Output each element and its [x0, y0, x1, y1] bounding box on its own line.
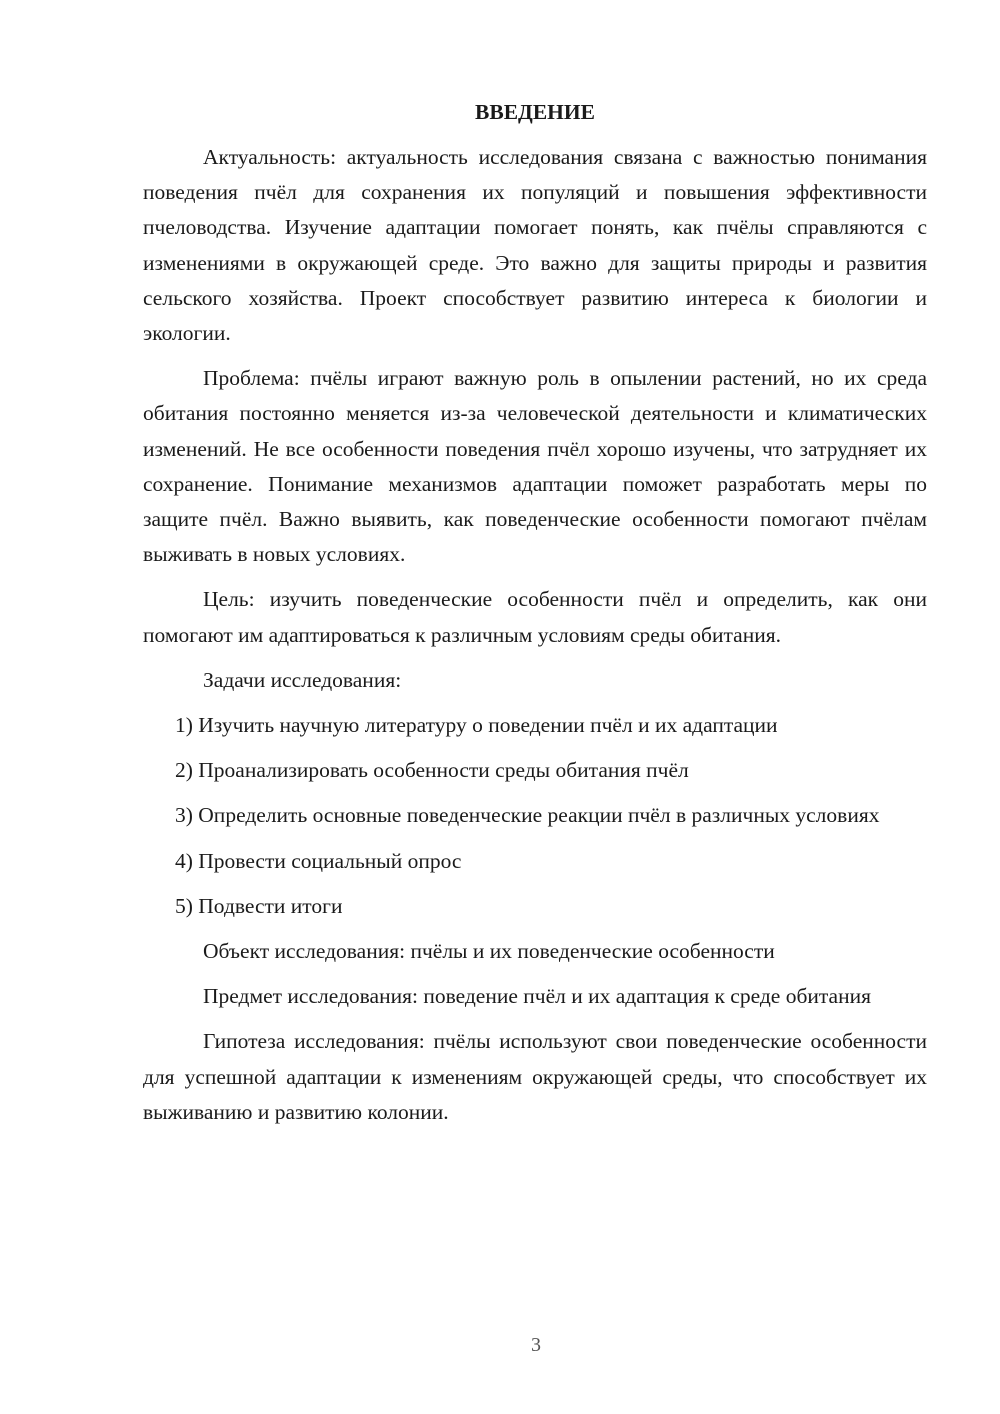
task-item: 5) Подвести итоги [175, 893, 343, 918]
task-item: 4) Провести социальный опрос [175, 848, 462, 873]
paragraph-tasks-heading: Задачи исследования: [203, 667, 402, 692]
paragraph-problem: Проблема: пчёлы играют важную роль в опылении растений, но их среда обитания постоянно меняется из-за человеческой деятельности и климатических изменений. Не все особенности поведения пчёл хорошо изучены, что затрудняет их сохранение. Понимание механизмов адаптации поможет разработать меры по защите пчёл. Важно выявить, как поведенческие особенности помогают пчёлам выживать в новых условиях. [143, 366, 927, 567]
paragraph-goal: Цель: изучить поведенческие особенности пчёл и определить, как они помогают им адаптироваться к различным условиям среды обитания. [143, 587, 927, 647]
section-heading: ВВЕДЕНИЕ [475, 100, 595, 124]
task-item: 2) Проанализировать особенности среды обитания пчёл [175, 758, 689, 783]
paragraph-hypothesis: Гипотеза исследования: пчёлы используют свои поведенческие особенности для успешной адаптации к изменениям окружающей среды, что способствует их выживанию и развитию колонии. [143, 1029, 927, 1124]
task-item: 3) Определить основные поведенческие реакции пчёл в различных условиях [175, 803, 880, 828]
paragraph-subject: Предмет исследования: поведение пчёл и их адаптация к среде обитания [203, 984, 872, 1009]
paragraph-object: Объект исследования: пчёлы и их поведенческие особенности [203, 939, 775, 964]
page-content [143, 96, 927, 1140]
task-item: 1) Изучить научную литературу о поведении пчёл и их адаптации [175, 713, 778, 738]
paragraph-relevance: Актуальность: актуальность исследования связана с важностью понимания поведения пчёл для сохранения их популяций и повышения эффективности пчеловодства. Изучение адаптации помогает понять, как пчёлы справляются с изменениями в окружающей среде. Это важно для защиты природы и развития сельского хозяйства. Проект способствует развитию интереса к биологии и экологии. [143, 145, 927, 346]
page-number: 3 [531, 1334, 541, 1356]
